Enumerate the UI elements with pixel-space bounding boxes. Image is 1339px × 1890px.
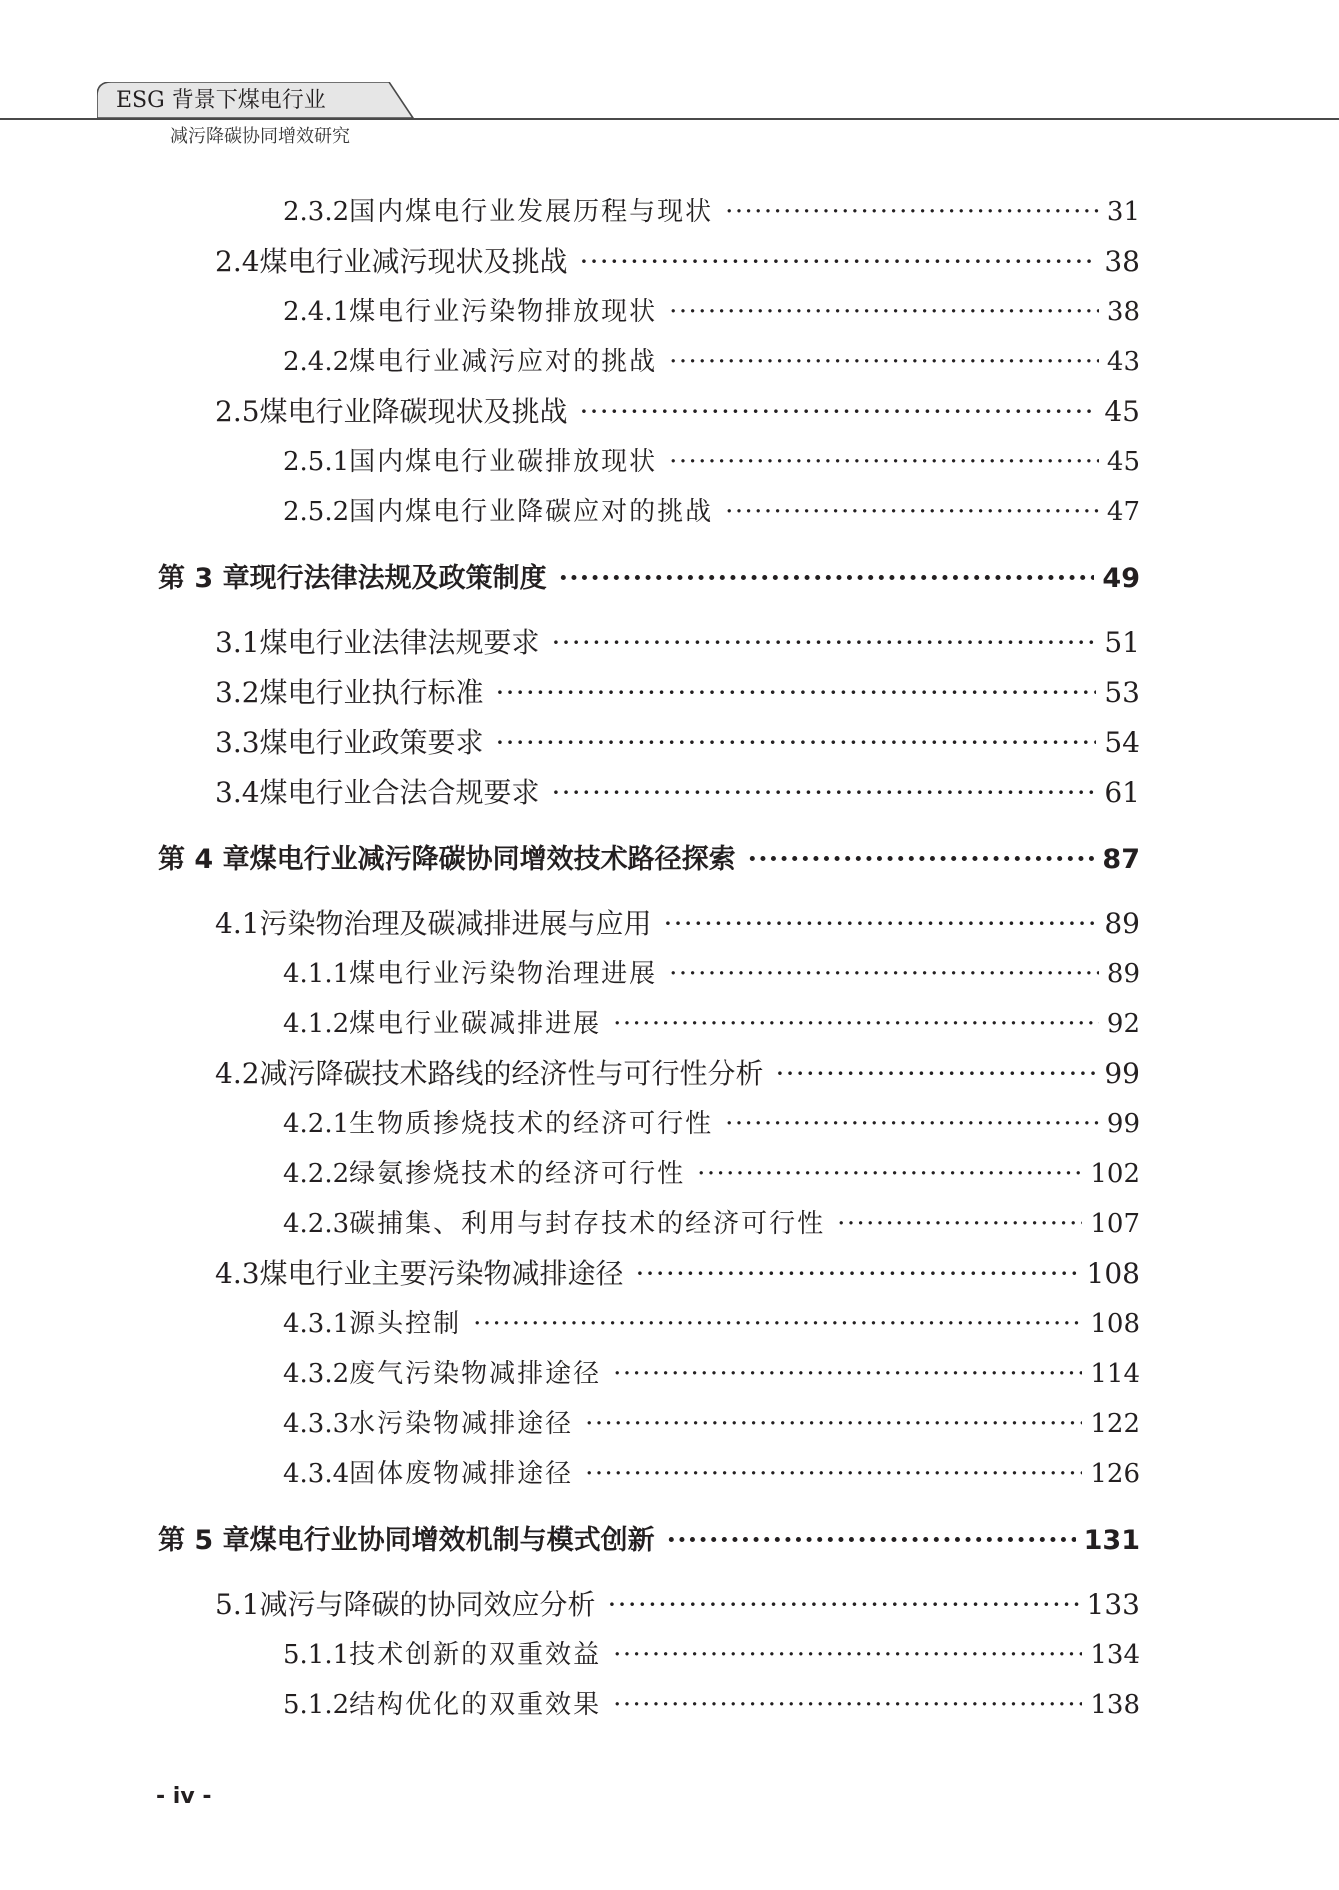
toc-entry-title: 结构优化的双重效果 — [349, 1690, 602, 1720]
toc-dot-leader — [580, 392, 1097, 432]
toc-entry-number: 4.2 — [215, 1057, 260, 1090]
toc-entry-page: 122 — [1090, 1409, 1140, 1439]
toc-entry-title: 煤电行业污染物治理进展 — [349, 959, 658, 989]
toc-dot-leader — [725, 1104, 1099, 1144]
toc-entry-number: 3.1 — [215, 626, 260, 659]
toc-section-entry[interactable] — [215, 1254, 1140, 1294]
toc-chapter-entry[interactable] — [158, 558, 1140, 600]
toc-dot-leader — [496, 673, 1097, 713]
toc-dot-leader — [725, 492, 1099, 532]
toc-subsection-entry[interactable] — [283, 442, 1140, 482]
toc-entry-title: 现行法律法规及政策制度 — [249, 563, 547, 594]
toc-entry-number: 第 4 章 — [158, 844, 250, 875]
toc-dot-leader — [613, 1354, 1082, 1394]
toc-entry-page: 38 — [1106, 297, 1140, 327]
running-header-subtitle: 减污降碳协同增效研究 — [170, 126, 350, 147]
toc-dot-leader — [776, 1054, 1097, 1094]
toc-entry-title: 减污降碳技术路线的经济性与可行性分析 — [259, 1057, 764, 1090]
toc-entry-title: 源头控制 — [349, 1309, 462, 1339]
toc-dot-leader — [669, 442, 1099, 482]
toc-entry-number: 5.1 — [215, 1588, 260, 1621]
toc-entry-number: 2.5.1 — [283, 447, 350, 477]
toc-entry-number: 4.1.2 — [283, 1009, 350, 1039]
toc-entry-number: 2.4.2 — [283, 347, 350, 377]
toc-dot-leader — [613, 1004, 1099, 1044]
toc-section-entry[interactable] — [215, 392, 1140, 432]
toc-dot-leader — [585, 1454, 1082, 1494]
toc-entry-title: 国内煤电行业发展历程与现状 — [349, 197, 714, 227]
toc-dot-leader — [552, 623, 1097, 663]
toc-entry-page: 53 — [1104, 676, 1140, 709]
toc-entry-number: 4.3 — [215, 1257, 260, 1290]
toc-entry-page: 51 — [1104, 626, 1140, 659]
toc-entry-title: 减污与降碳的协同效应分析 — [259, 1588, 596, 1621]
toc-entry-page: 47 — [1106, 497, 1140, 527]
toc-entry-number: 4.2.2 — [283, 1159, 350, 1189]
toc-entry-number: 4.1.1 — [283, 959, 350, 989]
toc-entry-page: 54 — [1104, 726, 1140, 759]
toc-entry-number: 第 3 章 — [158, 563, 250, 594]
toc-entry-page: 107 — [1090, 1209, 1140, 1239]
toc-entry-number: 5.1.1 — [283, 1640, 350, 1670]
toc-entry-title: 碳捕集、利用与封存技术的经济可行性 — [349, 1209, 826, 1239]
toc-dot-leader — [669, 954, 1099, 994]
toc-dot-leader — [725, 192, 1099, 232]
toc-entry-page: 49 — [1102, 563, 1140, 594]
toc-subsection-entry[interactable] — [283, 1304, 1140, 1344]
toc-entry-page: 87 — [1102, 844, 1140, 875]
toc-entry-title: 废气污染物减排途径 — [349, 1359, 602, 1389]
toc-entry-number: 2.3.2 — [283, 197, 350, 227]
toc-subsection-entry[interactable] — [283, 1004, 1140, 1044]
toc-entry-page: 31 — [1106, 197, 1140, 227]
toc-entry-number: 4.3.3 — [283, 1409, 350, 1439]
toc-entry-title: 煤电行业降碳现状及挑战 — [259, 395, 568, 428]
toc-dot-leader — [748, 839, 1095, 881]
toc-entry-page: 89 — [1104, 907, 1140, 940]
toc-entry-title: 煤电行业主要污染物减排途径 — [259, 1257, 624, 1290]
toc-entry-title: 煤电行业减污现状及挑战 — [259, 245, 568, 278]
toc-entry-number: 2.4.1 — [283, 297, 350, 327]
toc-entry-page: 89 — [1106, 959, 1140, 989]
toc-dot-leader — [613, 1635, 1082, 1675]
toc-entry-page: 92 — [1106, 1009, 1140, 1039]
toc-entry-page: 138 — [1090, 1690, 1140, 1720]
toc-subsection-entry[interactable] — [283, 1454, 1140, 1494]
toc-entry-page: 108 — [1090, 1309, 1140, 1339]
toc-dot-leader — [552, 773, 1097, 813]
toc-entry-page: 114 — [1090, 1359, 1140, 1389]
toc-entry-number: 4.1 — [215, 907, 260, 940]
toc-subsection-entry[interactable] — [283, 1354, 1140, 1394]
toc-subsection-entry[interactable] — [283, 192, 1140, 232]
toc-entry-title: 国内煤电行业降碳应对的挑战 — [349, 497, 714, 527]
toc-entry-number: 5.1.2 — [283, 1690, 350, 1720]
toc-subsection-entry[interactable] — [283, 1635, 1140, 1675]
toc-dot-leader — [664, 904, 1097, 944]
toc-entry-page: 131 — [1083, 1525, 1140, 1556]
toc-entry-title: 煤电行业碳减排进展 — [349, 1009, 602, 1039]
toc-entry-title: 煤电行业协同增效机制与模式创新 — [249, 1525, 655, 1556]
toc-entry-title: 生物质掺烧技术的经济可行性 — [349, 1109, 714, 1139]
toc-subsection-entry[interactable] — [283, 1204, 1140, 1244]
toc-entry-page: 102 — [1090, 1159, 1140, 1189]
toc-dot-leader — [559, 558, 1095, 600]
toc-chapter-entry[interactable] — [158, 839, 1140, 881]
toc-entry-title: 绿氨掺烧技术的经济可行性 — [349, 1159, 686, 1189]
toc-section-entry[interactable] — [215, 1054, 1140, 1094]
toc-entry-number: 4.3.4 — [283, 1459, 350, 1489]
toc-dot-leader — [580, 242, 1097, 282]
toc-dot-leader — [667, 1520, 1076, 1562]
toc-dot-leader — [473, 1304, 1082, 1344]
toc-section-entry[interactable] — [215, 773, 1140, 813]
toc-subsection-entry[interactable] — [283, 342, 1140, 382]
toc-subsection-entry[interactable] — [283, 1685, 1140, 1725]
toc-entry-title: 煤电行业减污降碳协同增效技术路径探索 — [249, 844, 736, 875]
toc-entry-title: 煤电行业减污应对的挑战 — [349, 347, 658, 377]
toc-dot-leader — [585, 1404, 1082, 1444]
toc-subsection-entry[interactable] — [283, 1404, 1140, 1444]
toc-entry-number: 2.5.2 — [283, 497, 350, 527]
toc-entry-number: 4.2.1 — [283, 1109, 350, 1139]
toc-entry-page: 99 — [1106, 1109, 1140, 1139]
toc-chapter-entry[interactable] — [158, 1520, 1140, 1562]
toc-entry-number: 第 5 章 — [158, 1525, 250, 1556]
toc-entry-number: 4.2.3 — [283, 1209, 350, 1239]
toc-entry-title: 煤电行业合法合规要求 — [259, 776, 540, 809]
toc-entry-title: 水污染物减排途径 — [349, 1409, 574, 1439]
toc-entry-title: 煤电行业政策要求 — [259, 726, 484, 759]
toc-subsection-entry[interactable] — [283, 1104, 1140, 1144]
toc-dot-leader — [837, 1204, 1082, 1244]
toc-dot-leader — [669, 342, 1099, 382]
toc-entry-number: 3.3 — [215, 726, 260, 759]
toc-entry-number: 4.3.2 — [283, 1359, 350, 1389]
toc-dot-leader — [697, 1154, 1082, 1194]
toc-entry-number: 4.3.1 — [283, 1309, 350, 1339]
toc-dot-leader — [608, 1585, 1079, 1625]
toc-section-entry[interactable] — [215, 1585, 1140, 1625]
toc-section-entry[interactable] — [215, 242, 1140, 282]
toc-entry-title: 污染物治理及碳减排进展与应用 — [259, 907, 652, 940]
page-number: - iv - — [156, 1784, 212, 1809]
toc-entry-page: 38 — [1104, 245, 1140, 278]
toc-entry-page: 99 — [1104, 1057, 1140, 1090]
toc-dot-leader — [669, 292, 1099, 332]
toc-entry-page: 108 — [1086, 1257, 1140, 1290]
toc-entry-title: 技术创新的双重效益 — [349, 1640, 602, 1670]
toc-entry-page: 61 — [1104, 776, 1140, 809]
toc-section-entry[interactable] — [215, 623, 1140, 663]
toc-entry-title: 国内煤电行业碳排放现状 — [349, 447, 658, 477]
toc-dot-leader — [636, 1254, 1079, 1294]
toc-entry-page: 133 — [1086, 1588, 1140, 1621]
toc-subsection-entry[interactable] — [283, 1154, 1140, 1194]
toc-subsection-entry[interactable] — [283, 954, 1140, 994]
toc-entry-page: 45 — [1106, 447, 1140, 477]
toc-entry-number: 2.5 — [215, 395, 260, 428]
toc-entry-number: 2.4 — [215, 245, 260, 278]
toc-entry-title: 煤电行业污染物排放现状 — [349, 297, 658, 327]
toc-entry-page: 45 — [1104, 395, 1140, 428]
toc-section-entry[interactable] — [215, 673, 1140, 713]
toc-entry-page: 126 — [1090, 1459, 1140, 1489]
toc-entry-number: 3.2 — [215, 676, 260, 709]
toc-subsection-entry[interactable] — [283, 492, 1140, 532]
toc-entry-number: 3.4 — [215, 776, 260, 809]
toc-entry-title: 煤电行业执行标准 — [259, 676, 484, 709]
toc-section-entry[interactable] — [215, 904, 1140, 944]
toc-subsection-entry[interactable] — [283, 292, 1140, 332]
toc-entry-title: 固体废物减排途径 — [349, 1459, 574, 1489]
toc-entry-title: 煤电行业法律法规要求 — [259, 626, 540, 659]
toc-entry-page: 43 — [1106, 347, 1140, 377]
toc-section-entry[interactable] — [215, 723, 1140, 763]
toc-dot-leader — [496, 723, 1097, 763]
toc-dot-leader — [613, 1685, 1082, 1725]
running-header-title: ESG 背景下煤电行业 — [116, 88, 326, 113]
toc-entry-page: 134 — [1090, 1640, 1140, 1670]
